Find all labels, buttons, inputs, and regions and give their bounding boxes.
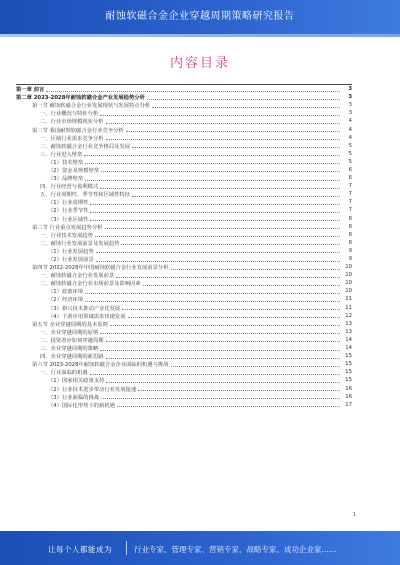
toc-entry-page: 10 [345,272,352,279]
toc-entry[interactable] [16,158,352,166]
toc-entry[interactable] [16,344,352,352]
toc-entry-title: 二、耐蚀软磁合金行业市场前景及影响因素 [40,281,141,288]
table-of-contents [16,84,352,409]
toc-entry-page: 5 [348,150,352,157]
toc-entry-title: （3）品牌壁垒 [48,176,84,183]
toc-entry-page: 5 [348,142,352,149]
toc-entry-title: 三、行业进入壁垒 [40,151,83,158]
toc-entry[interactable] [16,360,352,368]
footer-divider [126,541,127,555]
toc-entry-page: 10 [345,280,352,287]
toc-entry-page: 13 [345,320,352,327]
toc-entry[interactable] [16,304,352,312]
toc-entry-title: （2）资金及规模壁垒 [48,167,100,174]
toc-entry-title: 第四节 2022-2028年中国耐蚀软磁合金行业发展前景分析 [32,265,169,272]
toc-entry[interactable] [16,182,352,190]
toc-leader-dots [90,220,340,221]
toc-entry-title: 一、行业概况与特征分析 [40,111,99,118]
toc-leader-dots [126,131,340,132]
toc-entry[interactable] [16,239,352,247]
toc-leader-dots [100,350,340,351]
toc-entry-page: 16 [345,385,352,392]
toc-entry-page: 8 [348,223,352,230]
footer-slogan: 让每个人都能成为 [48,545,112,554]
toc-leader-dots [90,204,340,205]
toc-entry[interactable] [16,231,352,239]
toc-leader-dots [132,196,340,197]
toc-entry-title: 五、行业周期性、季节性和区域性特征 [40,192,131,199]
toc-entry[interactable] [16,206,352,214]
toc-entry-page: 14 [345,345,352,352]
toc-entry[interactable] [16,401,352,409]
toc-entry[interactable] [16,271,352,279]
toc-entry[interactable] [16,287,352,295]
toc-entry-title: （2）行业季节性 [48,208,89,215]
toc-entry-page: 6 [348,166,352,173]
report-title: 耐蚀软磁合金企业穿越周期策略研究报告 [105,11,295,22]
toc-entry-page: 3 [348,86,352,93]
toc-entry[interactable] [16,352,352,360]
toc-entry-page: 4 [348,118,352,125]
toc-leader-dots [85,293,340,294]
toc-leader-dots [106,341,340,342]
toc-entry[interactable] [16,336,352,344]
toc-entry-title: 一、企业穿越周期的原则 [40,329,99,336]
toc-entry-title: 二、耐蚀行业发展前景及发展趋势 [40,240,120,247]
toc-entry[interactable] [16,134,352,142]
toc-entry[interactable] [16,393,352,401]
footer-tagline: 行业专家、管理专家、营销专家、战略专家、成功企业家…… [134,545,337,554]
toc-entry[interactable] [16,142,352,150]
toc-entry-page: 14 [345,336,352,343]
toc-entry[interactable] [16,215,352,223]
toc-leader-dots [96,252,340,253]
toc-entry-page: 8 [348,231,352,238]
toc-entry-title: 第一节 耐蚀软磁合金行业发展现状与发展特点分析 [32,103,151,110]
toc-entry-title: （4）下游应用领域需求快速发展 [48,313,126,320]
toc-entry-page: 8 [348,239,352,246]
toc-entry-page: 17 [345,401,352,408]
toc-entry[interactable] [16,320,352,328]
toc-entry-page: 11 [345,304,352,311]
toc-entry-page: 13 [345,328,352,335]
toc-entry-page: 15 [345,369,352,376]
toc-heading: 内容目录 [169,56,230,71]
toc-entry-title: （2）行业技术进步带动行业发展提速 [48,386,137,393]
toc-entry[interactable] [16,247,352,255]
toc-entry[interactable] [16,84,352,93]
toc-leader-dots [101,171,340,172]
toc-entry-page: 3 [348,94,352,101]
toc-entry-title: 二、行业市场规模现状分析 [40,119,104,126]
toc-leader-dots [85,163,340,164]
toc-entry-title: 一、耐蚀软磁合金行业发展前景 [40,273,115,280]
toc-entry-title: 二、投资者应如何穿越周期 [40,337,104,344]
toc-leader-dots [147,99,340,100]
toc-entry-page: 12 [345,312,352,319]
toc-entry-title: 四、企业穿越周期的新思路 [40,354,104,361]
toc-entry[interactable] [16,150,352,158]
report-header [0,0,400,34]
toc-leader-dots [96,261,340,262]
toc-leader-dots [46,91,340,92]
toc-leader-dots [90,374,340,375]
toc-entry-page: 7 [348,183,352,190]
toc-entry-page: 4 [348,126,352,133]
toc-entry-page: 3 [348,102,352,109]
toc-entry[interactable] [16,368,352,376]
toc-entry-title: 一、行业面临的机遇 [40,370,88,377]
toc-leader-dots [100,188,340,189]
toc-leader-dots [122,309,340,310]
toc-entry[interactable] [16,376,352,384]
toc-entry-title: 第二章 2023-2028年耐蚀软磁合金产业发展趋势分析 [16,95,145,102]
toc-leader-dots [105,228,340,229]
toc-entry-title: 二、耐蚀软磁合金行业竞争格局及发展 [40,143,131,150]
page-number: 1 [352,512,356,518]
toc-entry-title: 第六节 2023-2028年耐蚀软磁合金企业面临的机遇与挑战 [32,362,169,369]
toc-entry[interactable] [16,263,352,271]
toc-entry-title: （1）行业发展趋势 [48,248,94,255]
toc-entry-title: （3）新兴技术推动产业化发展 [48,305,121,312]
toc-leader-dots [152,107,340,108]
toc-leader-dots [128,317,340,318]
toc-entry-title: （3）行业面临的挑战 [48,394,100,401]
toc-leader-dots [106,123,340,124]
toc-entry-page: 10 [345,288,352,295]
toc-entry-page: 4 [348,134,352,141]
toc-entry-title: 第一章 前言 [16,87,45,94]
toc-entry-page: 7 [348,199,352,206]
toc-leader-dots [95,236,340,237]
toc-entry[interactable] [16,93,352,101]
toc-entry-page: 15 [345,361,352,368]
toc-entry[interactable] [16,295,352,303]
toc-entry-title: 第二节 我国耐蚀软磁合金行业竞争分析 [32,127,124,134]
toc-entry-page: 11 [345,296,352,303]
toc-entry-title: （2）行业发展前景 [48,257,94,264]
toc-leader-dots [100,333,340,334]
toc-leader-dots [106,139,340,140]
toc-leader-dots [101,398,340,399]
toc-entry-title: （1）技术壁垒 [48,159,84,166]
toc-leader-dots [138,390,340,391]
toc-entry-page: 15 [345,353,352,360]
footer-banner [0,531,400,565]
toc-entry[interactable] [16,255,352,263]
toc-leader-dots [121,244,340,245]
toc-entry-page: 7 [348,191,352,198]
toc-entry-page: 9 [348,256,352,263]
toc-entry[interactable] [16,109,352,117]
toc-entry-title: 第五节 企业穿越周期的基本原则 [32,321,108,328]
toc-leader-dots [100,115,340,116]
toc-leader-dots [106,382,340,383]
toc-entry-page: 10 [345,264,352,271]
toc-entry[interactable] [16,117,352,125]
toc-leader-dots [171,269,341,270]
toc-leader-dots [85,180,340,181]
toc-leader-dots [85,301,340,302]
toc-leader-dots [117,406,340,407]
toc-leader-dots [143,285,340,286]
toc-leader-dots [84,155,340,156]
toc-entry[interactable] [16,125,352,133]
toc-entry-title: （1）政策环境 [48,289,84,296]
toc-entry-title: 四、行业经营与盈利模式 [40,184,99,191]
toc-entry-page: 6 [348,175,352,182]
toc-leader-dots [171,366,341,367]
toc-entry-title: （3）行业区域性 [48,216,89,223]
toc-leader-dots [110,325,340,326]
toc-entry[interactable] [16,101,352,109]
toc-entry[interactable] [16,279,352,287]
toc-entry-page: 8 [348,215,352,222]
toc-entry-page: 5 [348,158,352,165]
toc-entry-page: 3 [348,110,352,117]
toc-entry[interactable] [16,190,352,198]
toc-entry[interactable] [16,174,352,182]
toc-entry[interactable] [16,312,352,320]
toc-leader-dots [106,358,340,359]
toc-entry[interactable] [16,384,352,392]
toc-entry[interactable] [16,166,352,174]
toc-entry-title: （4）国际化形势下的新机遇 [48,402,115,409]
toc-entry[interactable] [16,198,352,206]
toc-entry-title: 第三节 行业重点发展趋势分析 [32,224,103,231]
toc-entry[interactable] [16,223,352,231]
toc-entry-page: 9 [348,247,352,254]
toc-leader-dots [116,277,340,278]
toc-entry-title: （2）经济环境 [48,297,84,304]
toc-entry-page: 16 [345,393,352,400]
toc-entry[interactable] [16,328,352,336]
toc-entry-title: 一、区域行业需求竞争分析 [40,135,104,142]
toc-entry-title: （1）行业周期性 [48,200,89,207]
toc-entry-title: 一、行业技术发展趋势 [40,232,93,239]
toc-entry-title: （1）国家相关政策支持 [48,378,105,385]
toc-entry-page: 7 [348,207,352,214]
toc-leader-dots [90,212,340,213]
toc-entry-title: 三、企业穿越周期的策略 [40,346,99,353]
toc-entry-page: 15 [345,377,352,384]
toc-leader-dots [132,147,340,148]
